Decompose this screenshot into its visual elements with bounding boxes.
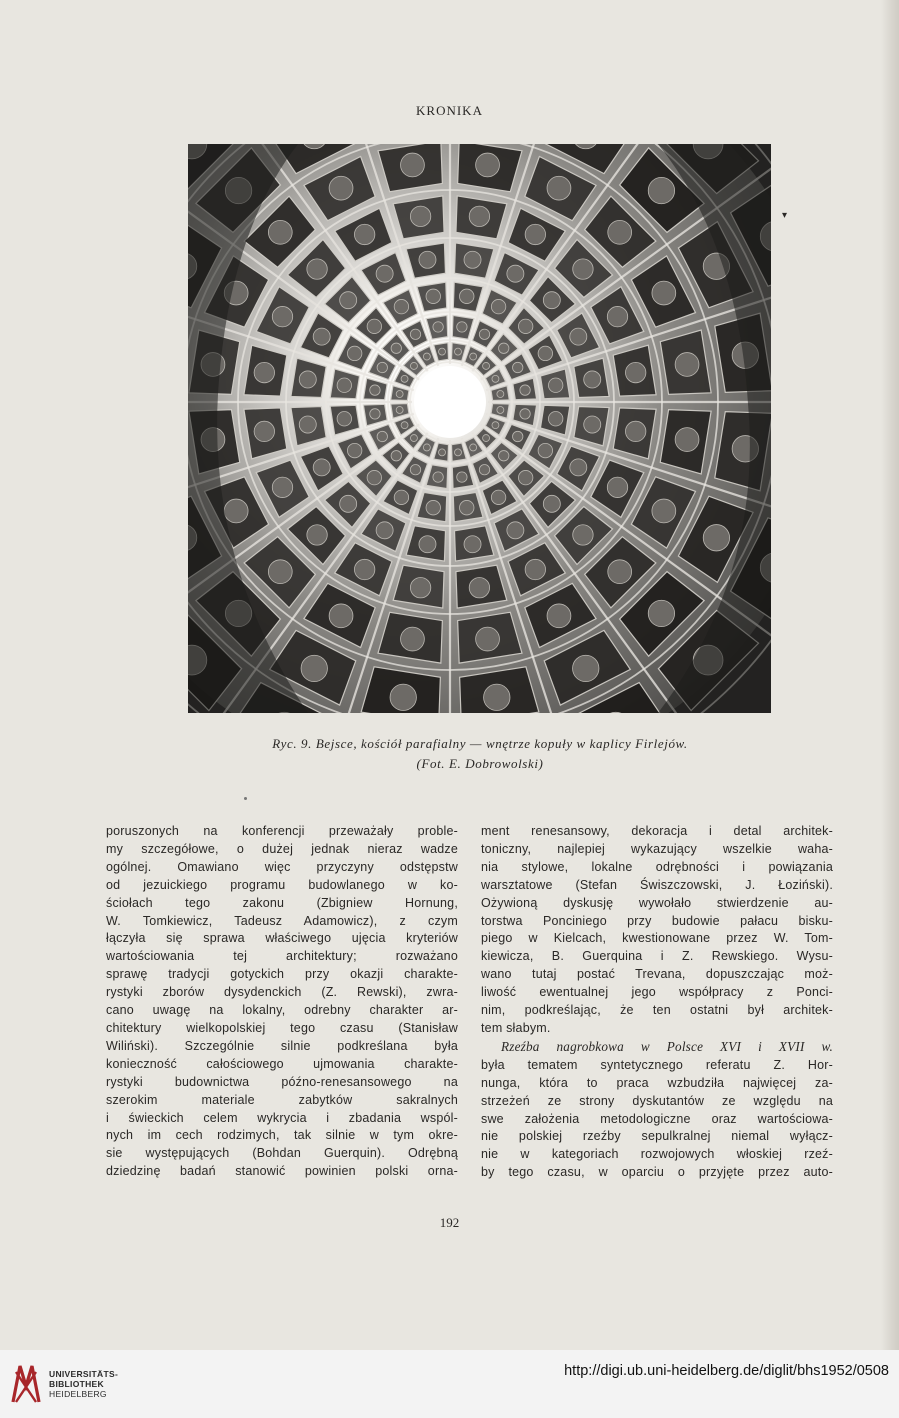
text-line: cano uwagę na lokalny, odrebny charakter ar-: [106, 1003, 458, 1018]
text-line: tem słabym.: [481, 1020, 551, 1035]
library-name-line1: UNIVERSITÄTS-: [49, 1369, 119, 1379]
dome-photograph: [188, 144, 771, 713]
text-line: warsztatowe (Stefan Świszczowski, J. Łoziński).: [481, 877, 833, 892]
text-line: konieczność całościowego ujmowania charakte-: [106, 1056, 458, 1071]
page-spine-shadow: [881, 0, 899, 1350]
text-line: dziedzinę badań stanowić powinien polski orna-: [106, 1164, 458, 1179]
text-line: W. Tomkiewicz, Tadeusz Adamowicz), z czym: [106, 913, 458, 928]
text-line: swe założenia metodologiczne oraz wartościowa-: [481, 1111, 833, 1126]
text-line: nych im cech rodzimych, tak silnie w tym okre-: [106, 1128, 458, 1143]
figure-credit: (Fot. E. Dobrowolski): [416, 756, 544, 771]
running-head: KRONIKA: [416, 103, 483, 118]
italic-title: Rzeźba nagrobkowa w Polsce XVI i XVII w.: [501, 1038, 833, 1054]
text-line: wartościowania tej architektury; rozważano: [106, 949, 458, 964]
dome-coffer-illustration: [188, 144, 771, 713]
footer-bar: [0, 1350, 899, 1418]
text-line: poruszonych na konferencji przeważały proble-: [106, 824, 458, 838]
text-line: kiewicza, B. Guerquina i Z. Rewskiego. Wysu-: [481, 949, 833, 964]
text-line: wano tutaj postać Trevana, dopuszczając moż-: [481, 967, 833, 982]
figure-mark: ▾: [782, 210, 788, 221]
text-line: sie występujących (Bohdan Guerquin). Odrębną: [106, 1146, 458, 1161]
university-library-logo: [10, 1362, 42, 1406]
text-line: była tematem syntetycznego referatu Z. Hor-: [481, 1057, 833, 1072]
library-name: [49, 1369, 118, 1399]
text-line: sprawę tradycji gotyckich przy okazji charakte-: [106, 967, 458, 982]
text-line: od jezuickiego programu budowlanego w ko-: [106, 877, 458, 892]
text-line: piego w Kielcach, kwestionowane przez W. Tom-: [481, 931, 833, 946]
text-line-italic-title: [481, 1038, 833, 1057]
speck: [244, 797, 247, 800]
text-line: łączyła się sprawa właściwego ujęcia kryteriów: [106, 931, 458, 946]
text-column-right: [481, 823, 833, 1182]
text-line: rystyki budownictwa późno-renesansowego na: [106, 1074, 458, 1089]
text-line: Ożywioną dyskusję wywołało stwierdzenie au-: [481, 895, 833, 910]
text-line: Wiliński). Szczególnie silnie podkreślana była: [106, 1038, 458, 1053]
text-line: nim, podkreślając, że ten ostatni był architek-: [481, 1003, 833, 1018]
text-line: i świeckich celem wykrycia i zbadania wspól-: [106, 1110, 458, 1125]
text-line: by tego czasu, w oparciu o przyjęte przez auto-: [481, 1165, 833, 1180]
source-url-link[interactable]: http://digi.ub.uni-heidelberg.de/diglit/bhs1952/0508: [564, 1363, 889, 1379]
text-line: ściołach tego zakonu (Zbigniew Hornung,: [106, 895, 458, 910]
library-name-line3: HEIDELBERG: [49, 1389, 107, 1399]
text-line: ment renesansowy, dekoracja i detal architek-: [481, 824, 833, 838]
text-line: nie polskiej rzeźby sepulkralnej niemal wyłącz-: [481, 1129, 833, 1144]
text-line: nia stylowe, lokalne odrębności i powiązania: [481, 859, 833, 874]
text-line: ogólnej. Omawiano więc przyczyny odstępstw: [106, 859, 458, 874]
text-line: toniczny, najlepiej wykazujący wszelkie waha-: [481, 841, 833, 856]
text-line: nie w kategoriach rozwojowych włoskiej rzeź-: [481, 1147, 833, 1162]
text-line: nunga, która to praca wzbudziła najwięcej za-: [481, 1075, 833, 1090]
text-line: liwość ewentualnej jego współpracy z Ponci-: [481, 985, 833, 1000]
text-line: szerokim materiale zabytków sakralnych: [106, 1092, 458, 1107]
text-line: strzeżeń ze strony dyskutantów ze względu na: [481, 1093, 833, 1108]
library-name-line2: BIBLIOTHEK: [49, 1379, 104, 1389]
text-line: rystyki zborów dysydenckich (Z. Rewski), zwra-: [106, 985, 458, 1000]
text-column-left: [106, 823, 458, 1181]
text-line: torstwa Ponciniego przy budowie pałacu bisku-: [481, 913, 833, 928]
text-line: chitektury wielkopolskiej tego czasu (Stanisław: [106, 1020, 458, 1035]
page-number: 192: [439, 1215, 460, 1230]
figure-caption: Ryc. 9. Bejsce, kościół parafialny — wnętrze kopuły w kaplicy Firlejów.: [272, 736, 688, 751]
text-line: my szczegółowe, o dużej jednak nieraz wadze: [106, 841, 458, 856]
